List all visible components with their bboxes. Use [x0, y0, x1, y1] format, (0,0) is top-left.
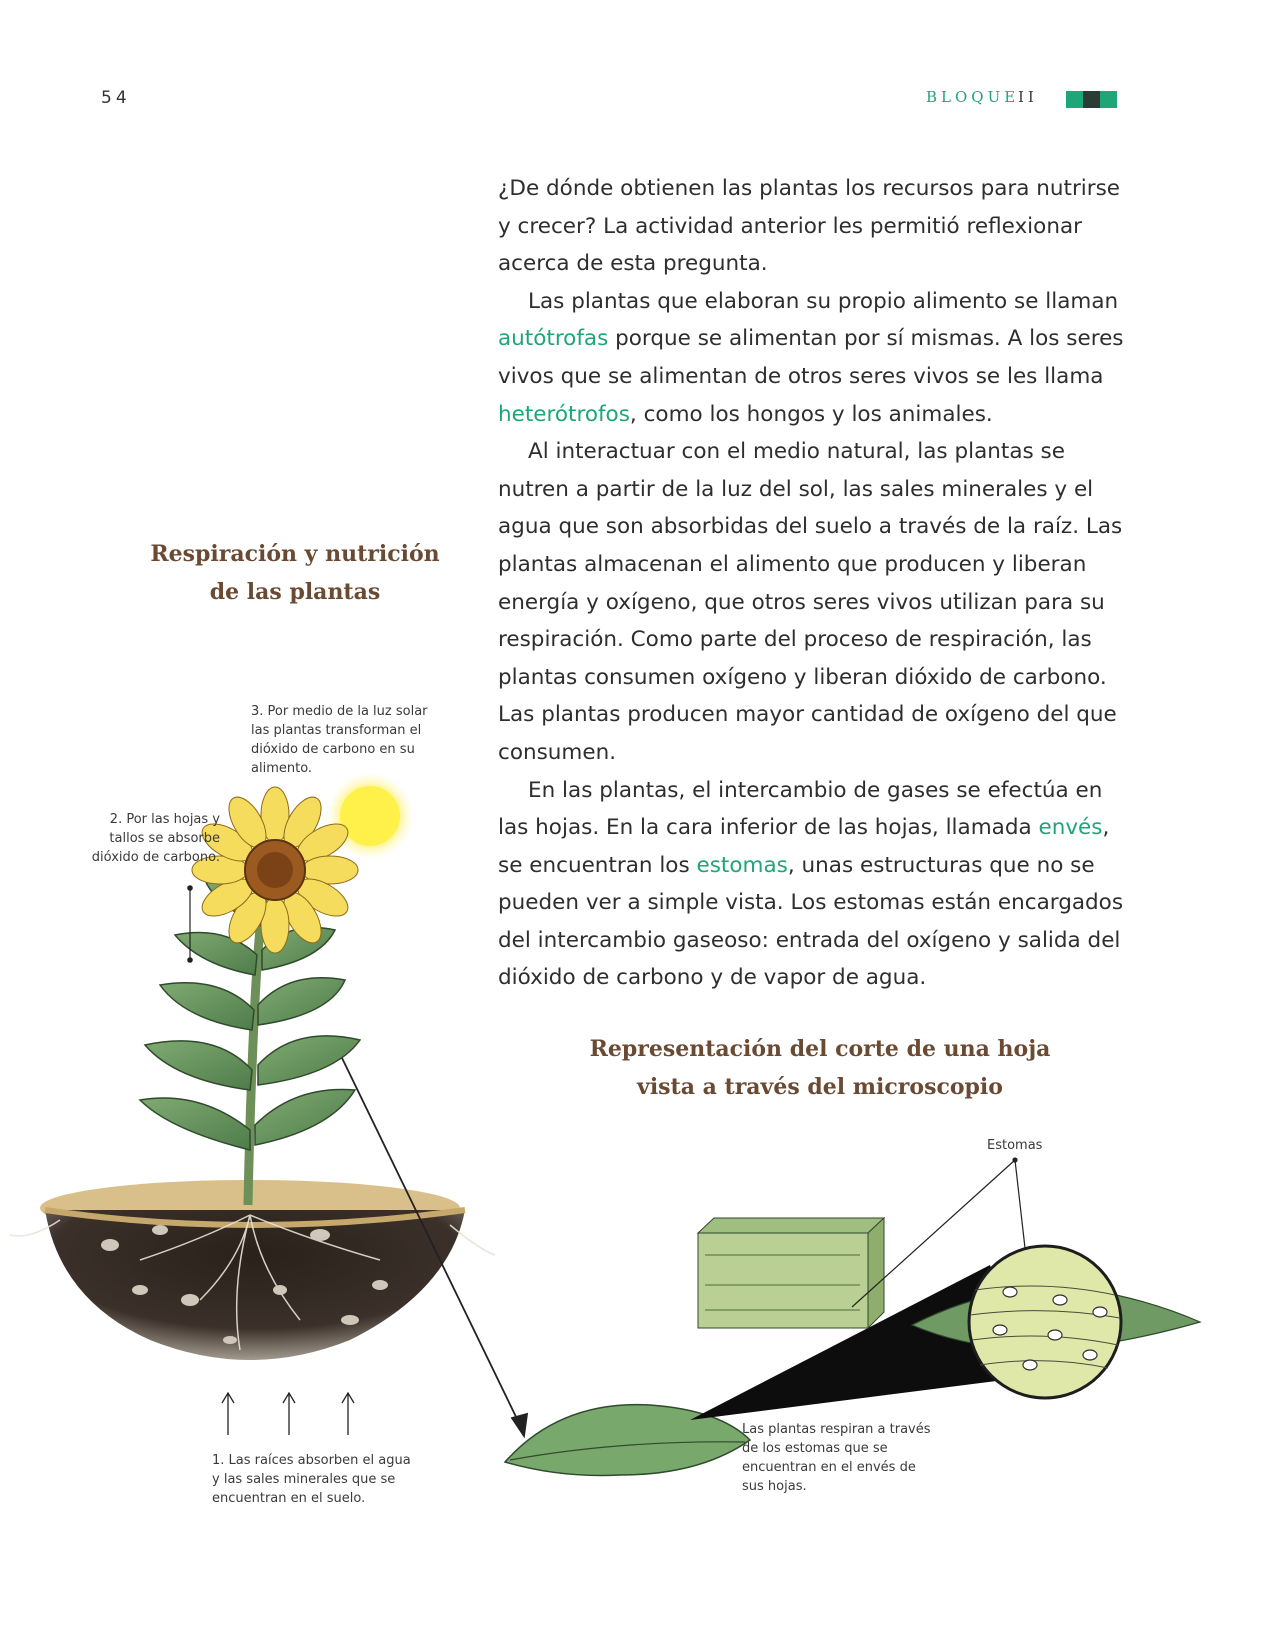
paragraph-3: Al interactuar con el medio natural, las plantas se nutren a partir de la luz del sol, las sales minerales y el agua que son absorbidas del suelo a través de la raíz. Las plantas almacenan el alimento que producen y liberan energía y oxígeno, que otros seres vivos utilizan para su respiración. Como parte del proceso de respiración, las plantas consumen oxígeno y liberan dióxido de carbono. Las plantas producen mayor cantidad de oxígeno del que consumen. — [498, 439, 1123, 765]
figure-heading-line-1: Representación del corte de una hoja — [589, 1036, 1051, 1062]
bloque-label: BLOQUE — [926, 88, 1020, 106]
paragraph-4 — [498, 772, 1138, 998]
caption-respire: Las plantas respiran a través de los estomas que se encuentran en el envés de sus hojas. — [742, 1422, 931, 1494]
paragraph-2-part-b: porque se alimentan por sí mismas. A los seres vivos que se alimentan de otros seres vivos se les llama — [498, 326, 1124, 389]
paragraph-2-part-c: , como los hongos y los animales. — [629, 401, 993, 427]
leaf-tissue-block — [698, 1218, 884, 1328]
page-number: 54 — [101, 88, 131, 108]
paragraph-4-part-c: , unas estructuras que no se pueden ver a simple vista. Los estomas están encargados del intercambio gaseoso: entrada del oxígeno y salida del dióxido de carbono y de vapor de agua. — [498, 852, 1124, 991]
caption-roots: 1. Las raíces absorben el agua y las sales minerales que se encuentran en el suelo. — [212, 1453, 411, 1506]
arrow-up-icon — [222, 1393, 354, 1435]
paragraph-2-part-a: Las plantas que elaboran su propio alimento se llaman — [528, 288, 1119, 314]
soil-roots-illustration — [10, 1180, 495, 1360]
paragraph-4-part-b: , se encuentran los — [498, 815, 1110, 878]
caption-leaves: 2. Por las hojas y tallos se absorbe dióxido de carbono. — [91, 812, 220, 865]
section-heading — [130, 535, 460, 611]
microscope-circle — [969, 1246, 1121, 1398]
section-heading-line-1: Respiración y nutrición — [150, 541, 440, 567]
term-heterotrofos: heterótrofos — [498, 401, 630, 427]
term-estomas: estomas — [696, 852, 788, 878]
paragraph-2 — [498, 283, 1138, 433]
caption-sun: 3. Por medio de la luz solar las plantas transforman el dióxido de carbono en su alimento. — [251, 704, 428, 776]
paragraph-4-part-a: En las plantas, el intercambio de gases se efectúa en las hojas. En la cara inferior de las hojas, llamada — [498, 777, 1103, 841]
caption-stomata-label: Estomas — [987, 1138, 1043, 1153]
figure-heading — [560, 1030, 1080, 1106]
term-autotrofas: autótrofas — [498, 326, 609, 352]
section-heading-line-2: de las plantas — [209, 579, 381, 605]
body-text — [498, 170, 1138, 997]
paragraph-1: ¿De dónde obtienen las plantas los recursos para nutrirse y crecer? La actividad anterior les permitió reflexionar acerca de esta pregunta. — [498, 176, 1121, 277]
term-enves: envés — [1038, 815, 1103, 841]
figure-heading-line-2: vista a través del microscopio — [637, 1074, 1003, 1100]
bloque-number: II — [1018, 88, 1038, 106]
